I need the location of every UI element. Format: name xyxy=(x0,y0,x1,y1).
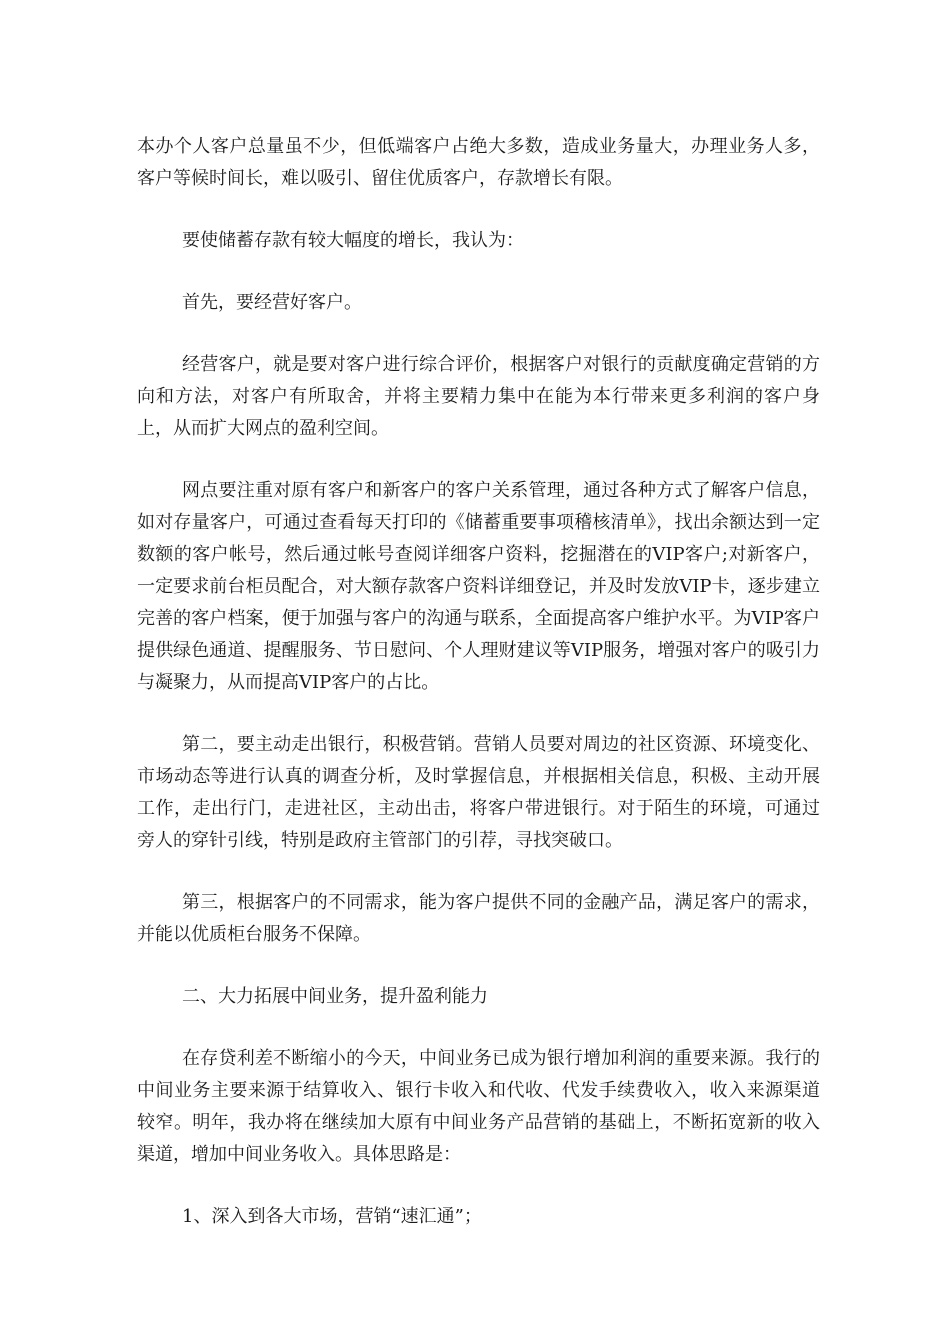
paragraph-7: 第三，根据客户的不同需求，能为客户提供不同的金融产品，满足客户的需求，并能以优质柜台服务不保障。 xyxy=(137,892,820,945)
paragraph-4: 经营客户，就是要对客户进行综合评价，根据客户对银行的贡献度确定营销的方向和方法，对客户有所取舍，并将主要精力集中在能为本行带来更多利润的客户身上，从而扩大网点的盈利空间。 xyxy=(137,354,820,439)
paragraph-3: 首先，要经营好客户。 xyxy=(182,292,362,313)
list-item-1: 1、深入到各大市场，营销“速汇通”； xyxy=(182,1206,482,1227)
paragraph-5: 网点要注重对原有客户和新客户的客户关系管理，通过各种方式了解客户信息，如对存量客户，可通过查看每天打印的《储蓄重要事项稽核清单》，找出余额达到一定数额的客户帐号，然后通过帐号查阅详细客户资料，挖掘潜在的VIP客户;对新客户，一定要求前台柜员配合，对大额存款客户资料详细登记，并及时发放VIP卡，逐步建立完善的客户档案，便于加强与客户的沟通与联系，全面提高客户维护水平。为VIP客户提供绿色通道、提醒服务、节日慰问、个人理财建议等VIP服务，增强对客户的吸引力与凝聚力，从而提高VIP客户的占比。 xyxy=(137,480,820,693)
paragraph-6: 第二，要主动走出银行，积极营销。营销人员要对周边的社区资源、环境变化、市场动态等进行认真的调查分析，及时掌握信息，并根据相关信息，积极、主动开展工作，走出行门，走进社区，主动出击，将客户带进银行。对于陌生的环境，可通过旁人的穿针引线，特别是政府主管部门的引荐，寻找突破口。 xyxy=(137,734,820,851)
paragraph-9: 在存贷利差不断缩小的今天，中间业务已成为银行增加利润的重要来源。我行的中间业务主要来源于结算收入、银行卡收入和代收、代发手续费收入，收入来源渠道较窄。明年，我办将在继续加大原有中间业务产品营销的基础上，不断拓宽新的收入渠道，增加中间业务收入。具体思路是： xyxy=(137,1048,820,1165)
paragraph-2: 要使储蓄存款有较大幅度的增长，我认为： xyxy=(182,230,524,251)
section-heading: 二、大力拓展中间业务，提升盈利能力 xyxy=(182,986,488,1007)
paragraph-1: 本办个人客户总量虽不少，但低端客户占绝大多数，造成业务量大，办理业务人多，客户等候时间长，难以吸引、留住优质客户，存款增长有限。 xyxy=(137,136,820,189)
document-body xyxy=(137,131,820,1263)
